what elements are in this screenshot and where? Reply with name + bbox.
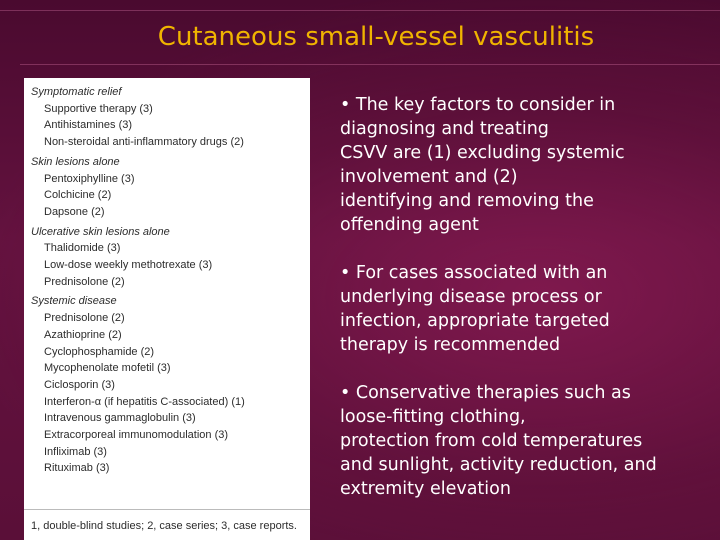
table-group bbox=[31, 84, 310, 151]
table-group bbox=[31, 224, 310, 291]
bullet-line: and sunlight, activity reduction, and bbox=[340, 455, 657, 475]
table-item: Interferon-α (if hepatitis C-associated) (1) bbox=[44, 395, 245, 408]
table-item: Non-steroidal anti-inflammatory drugs (2) bbox=[44, 136, 244, 149]
bullet-line: offending agent bbox=[340, 215, 479, 235]
table-item: Colchicine (2) bbox=[44, 189, 112, 202]
group-heading: Ulcerative skin lesions alone bbox=[31, 225, 170, 238]
decorative-line-top bbox=[0, 10, 720, 11]
table-item: Infliximab (3) bbox=[44, 445, 107, 458]
footnote-divider bbox=[24, 509, 310, 510]
table-item: Antihistamines (3) bbox=[44, 119, 133, 132]
bullet-line: infection, appropriate targeted bbox=[340, 311, 610, 331]
bullet-point bbox=[340, 381, 657, 501]
table-item: Low-dose weekly methotrexate (3) bbox=[44, 259, 213, 272]
bullet-line: • The key factors to consider in bbox=[340, 95, 616, 115]
table-item: Ciclosporin (3) bbox=[44, 378, 115, 391]
bullet-line: loose-fitting clothing, bbox=[340, 407, 526, 427]
table-item: Intravenous gammaglobulin (3) bbox=[44, 412, 196, 425]
bullet-point bbox=[340, 93, 625, 237]
bullet-line: • Conservative therapies such as bbox=[340, 383, 631, 403]
table-group bbox=[31, 154, 310, 221]
slide-title: Cutaneous small-vessel vasculitis bbox=[157, 22, 595, 52]
table-item: Prednisolone (2) bbox=[44, 312, 125, 325]
table-item: Azathioprine (2) bbox=[44, 328, 122, 341]
bullet-line: underlying disease process or bbox=[340, 287, 602, 307]
table-item: Extracorporeal immunomodulation (3) bbox=[44, 429, 229, 442]
group-heading: Symptomatic relief bbox=[31, 86, 122, 98]
bullet-line: therapy is recommended bbox=[340, 335, 561, 355]
decorative-line-title bbox=[20, 64, 720, 65]
table-item: Prednisolone (2) bbox=[44, 275, 125, 288]
bullet-line: diagnosing and treating bbox=[340, 119, 549, 139]
bullet-point bbox=[340, 261, 610, 357]
bullet-line: identifying and removing the bbox=[340, 191, 594, 211]
treatment-table bbox=[24, 78, 310, 540]
group-heading: Skin lesions alone bbox=[31, 155, 120, 168]
bullet-line: • For cases associated with an bbox=[340, 263, 608, 283]
group-heading: Systemic disease bbox=[31, 295, 117, 308]
table-item: Mycophenolate mofetil (3) bbox=[44, 362, 171, 375]
table-item: Thalidomide (3) bbox=[44, 242, 121, 255]
table-item: Pentoxiphylline (3) bbox=[44, 172, 135, 185]
table-footnote: 1, double-blind studies; 2, case series; 3, case reports. bbox=[31, 520, 297, 532]
bullet-line: involvement and (2) bbox=[340, 167, 518, 187]
bullet-line: protection from cold temperatures bbox=[340, 431, 643, 451]
bullet-line: extremity elevation bbox=[340, 479, 511, 499]
table-item: Rituximab (3) bbox=[44, 462, 110, 475]
table-item: Cyclophosphamide (2) bbox=[44, 345, 155, 358]
bullet-line: CSVV are (1) excluding systemic bbox=[340, 143, 625, 163]
table-item: Dapsone (2) bbox=[44, 205, 105, 218]
table-item: Supportive therapy (3) bbox=[44, 102, 153, 115]
table-group bbox=[31, 293, 310, 477]
